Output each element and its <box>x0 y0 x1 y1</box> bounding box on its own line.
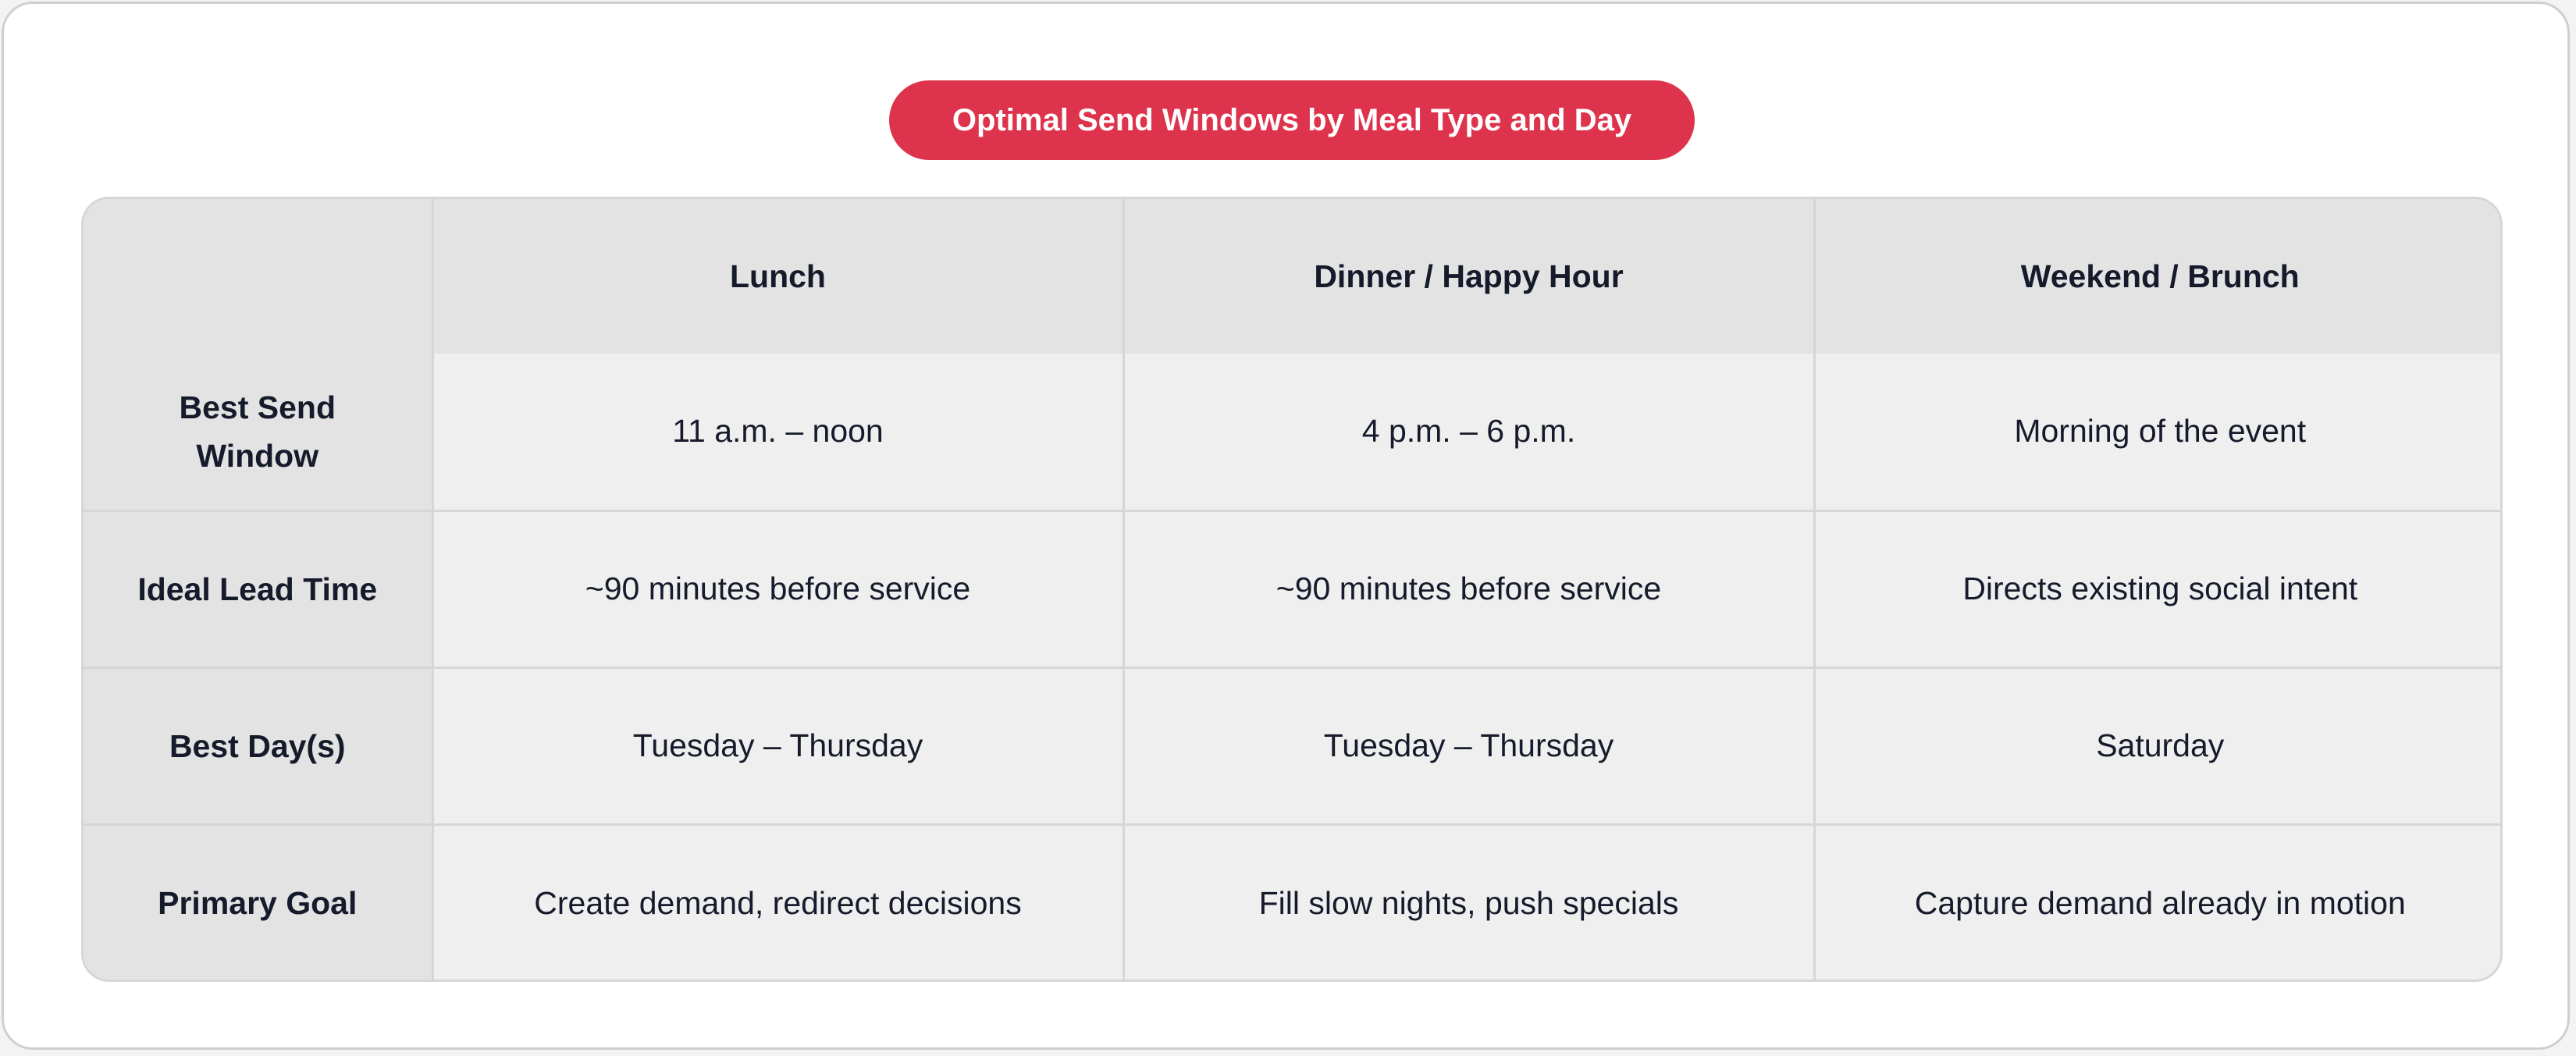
page-title: Optimal Send Windows by Meal Type and Day <box>889 80 1695 160</box>
table-corner-cell <box>84 199 432 354</box>
row-header-primary-goal: Primary Goal <box>84 824 432 981</box>
column-header-lunch: Lunch <box>432 199 1123 354</box>
table-row <box>84 667 2503 824</box>
table-cell: ~90 minutes before service <box>1123 510 1814 667</box>
table-row <box>84 354 2503 510</box>
table-cell: Morning of the event <box>1814 354 2503 510</box>
table-cell: ~90 minutes before service <box>432 510 1123 667</box>
data-table <box>84 199 2503 981</box>
table-cell: Create demand, redirect decisions <box>432 824 1123 981</box>
row-header-best-days: Best Day(s) <box>84 667 432 824</box>
table-header-row <box>84 199 2503 354</box>
table-cell: Capture demand already in motion <box>1814 824 2503 981</box>
table-cell: Saturday <box>1814 667 2503 824</box>
column-header-weekend: Weekend / Brunch <box>1814 199 2503 354</box>
table-row <box>84 510 2503 667</box>
row-header-best-send-window: Best Send Window <box>84 354 432 510</box>
column-header-dinner: Dinner / Happy Hour <box>1123 199 1814 354</box>
table-cell: Directs existing social intent <box>1814 510 2503 667</box>
table-cell: Fill slow nights, push specials <box>1123 824 1814 981</box>
table-cell: Tuesday – Thursday <box>1123 667 1814 824</box>
send-windows-table <box>81 197 2503 982</box>
content-card <box>2 2 2570 1050</box>
table-cell: 4 p.m. – 6 p.m. <box>1123 354 1814 510</box>
table-row <box>84 824 2503 981</box>
row-header-ideal-lead-time: Ideal Lead Time <box>84 510 432 667</box>
table-cell: Tuesday – Thursday <box>432 667 1123 824</box>
table-cell: 11 a.m. – noon <box>432 354 1123 510</box>
